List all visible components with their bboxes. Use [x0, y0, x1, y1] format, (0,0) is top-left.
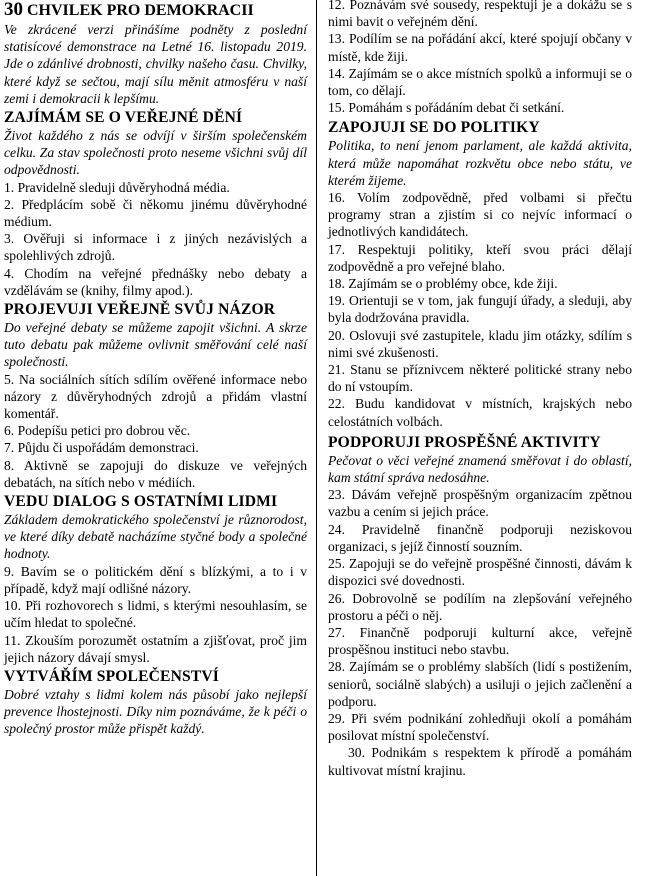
page-title	[4, 0, 307, 21]
section-lead: Dobré vztahy s lidmi kolem nás působí jako nejlepší prevence lhostejnosti. Díky nim poznáváme, že k péči o společný prostor může přispět každý.	[4, 686, 307, 737]
list-item: 25. Zapojuji se do veřejně prospěšné činnosti, dávám k dispozici své dovednosti.	[328, 556, 632, 589]
list-item: 9. Bavím se o politickém dění s blízkými, a to i v případě, když mají odlišné názory.	[4, 563, 307, 596]
section-lead: Základem demokratického společenství je různorodost, ve které díky debatě nacházíme styčné body a společné hodnoty.	[4, 512, 307, 562]
list-item: 18. Zajímám se o problémy obce, kde žiji.	[328, 276, 558, 292]
list-item: 4. Chodím na veřejné přednášky nebo debaty a vzdělávám se (knihy, filmy apod.).	[4, 265, 307, 298]
list-item: 7. Půjdu či uspořádám demonstraci.	[4, 440, 199, 456]
right-column	[328, 0, 632, 779]
section-heading: PROJEVUJI VEŘEJNĚ SVŮJ NÁZOR	[4, 301, 276, 319]
list-item: 13. Podílím se na pořádání akcí, které spojují občany v místě, kde žiji.	[328, 31, 632, 64]
section-lead: Život každého z nás se odvíjí v širším společenském celku. Za stav společnosti proto neseme všichni svůj díl odpovědnosti.	[4, 128, 307, 178]
title-number: 30	[4, 0, 23, 20]
list-item: 14. Zajímám se o akce místních spolků a informuji se o tom, co dělají.	[328, 65, 632, 99]
list-item: 15. Pomáhám s pořádáním debat či setkání.	[328, 100, 565, 116]
section-heading: ZAJÍMÁM SE O VEŘEJNÉ DĚNÍ	[4, 109, 243, 127]
intro-text: Ve zkrácené verzi přinášíme podněty z poslední statisícové demonstrace na Letné 16. listopadu 2019. Jde o zdánlivé drobnosti, chvilky našeho času. Chvilky, které když se sečtou, mají sílu měnit atmosféru v naší zemi i demokracii k lepšímu.	[4, 22, 307, 106]
section-heading: VEDU DIALOG S OSTATNÍMI LIDMI	[4, 493, 278, 511]
title-text: CHVILEK PRO DEMOKRACII	[27, 2, 254, 19]
section-heading: VYTVÁŘÍM SPOLEČENSTVÍ	[4, 667, 219, 685]
list-item: 6. Podepíšu petici pro dobrou věc.	[4, 423, 191, 439]
list-item: 8. Aktivně se zapojuji do diskuze ve veřejných debatách, na sítích nebo v médiích.	[4, 457, 307, 490]
list-item: 12. Poznávám své sousedy, respektuji je a dokážu se s nimi bavit o veřejném dění.	[328, 0, 632, 30]
list-item: 5. Na sociálních sítích sdílím ověřené informace nebo názory z důvěryhodných zdrojů a přidám vlastní komentář.	[4, 371, 307, 422]
list-item: 27. Finančně podporuji kulturní akce, veřejně prospěšnou instituci nebo stavbu.	[328, 624, 632, 658]
list-item: 3. Ověřuji si informace i z jiných nezávislých a spolehlivých zdrojů.	[4, 231, 307, 264]
list-item: 24. Pravidelně finančně podporuji neziskovou organizaci, s jejíž činností souzním.	[328, 521, 632, 554]
list-item: 1. Pravidelně sleduji důvěryhodná média.	[4, 179, 230, 195]
list-item: 30. Podnikám s respektem k přírodě a pomáhám kultivovat místní krajinu.	[328, 745, 632, 778]
section-lead: Pečovat o věci veřejné znamená směřovat i do oblastí, kam státní správa nedosáhne.	[328, 452, 632, 486]
list-item: 22. Budu kandidovat v místních, krajských nebo celostátních volbách.	[328, 396, 632, 429]
section-heading: ZAPOJUJI SE DO POLITIKY	[328, 119, 540, 137]
column-divider	[316, 0, 317, 876]
list-item: 26. Dobrovolně se podílím na zlepšování veřejného prostoru a péči o něj.	[328, 590, 632, 623]
section-lead: Politika, to není jenom parlament, ale každá aktivita, která může napomáhat rozkvětu obce nebo státu, ve kterém žijeme.	[328, 138, 632, 188]
section-heading: PODPORUJI PROSPĚŠNÉ AKTIVITY	[328, 433, 601, 451]
section-lead: Do veřejné debaty se můžeme zapojit všichni. A skrze tuto debatu pak můžeme ovlivnit směřování celé naší společnosti.	[4, 320, 307, 370]
list-item: 17. Respektuji politiky, kteří svou práci dělají zodpovědně a pro veřejné blaho.	[328, 241, 632, 274]
list-item: 2. Předplácím sobě či někomu jinému důvěryhodné médium.	[4, 196, 307, 230]
list-item: 20. Oslovuji své zastupitele, kladu jim otázky, sdílím s nimi své zkušenosti.	[328, 327, 632, 360]
list-item: 21. Stanu se příznivcem některé politické strany nebo do ní vstoupím.	[328, 362, 632, 395]
left-column	[4, 0, 307, 738]
list-item: 10. Při rozhovorech s lidmi, s kterými nesouhlasím, se učím hledat to společné.	[4, 598, 307, 631]
list-item: 19. Orientuji se v tom, jak fungují úřady, a sleduji, aby byla dodržována pravidla.	[328, 293, 632, 326]
list-item: 28. Zajímám se o problémy slabších (lidí s postižením, seniorů, sociálně slabých) a usiluji o jejich začlenění a podporu.	[328, 659, 632, 709]
list-item: 29. Při svém podnikání zohledňuji okolí a pomáhám posilovat místní společenství.	[328, 710, 632, 744]
list-item: 16. Volím zodpovědně, před volbami si přečtu programy stran a zjistím si co nejvíc informací o jednotlivých kandidátech.	[328, 190, 632, 240]
list-item: 23. Dávám veřejně prospěšným organizacím zpětnou vazbu a cením si jejich práce.	[328, 487, 632, 520]
list-item: 11. Zkouším porozumět ostatním a zjišťovat, proč jim jejich názory dávají smysl.	[4, 632, 307, 665]
